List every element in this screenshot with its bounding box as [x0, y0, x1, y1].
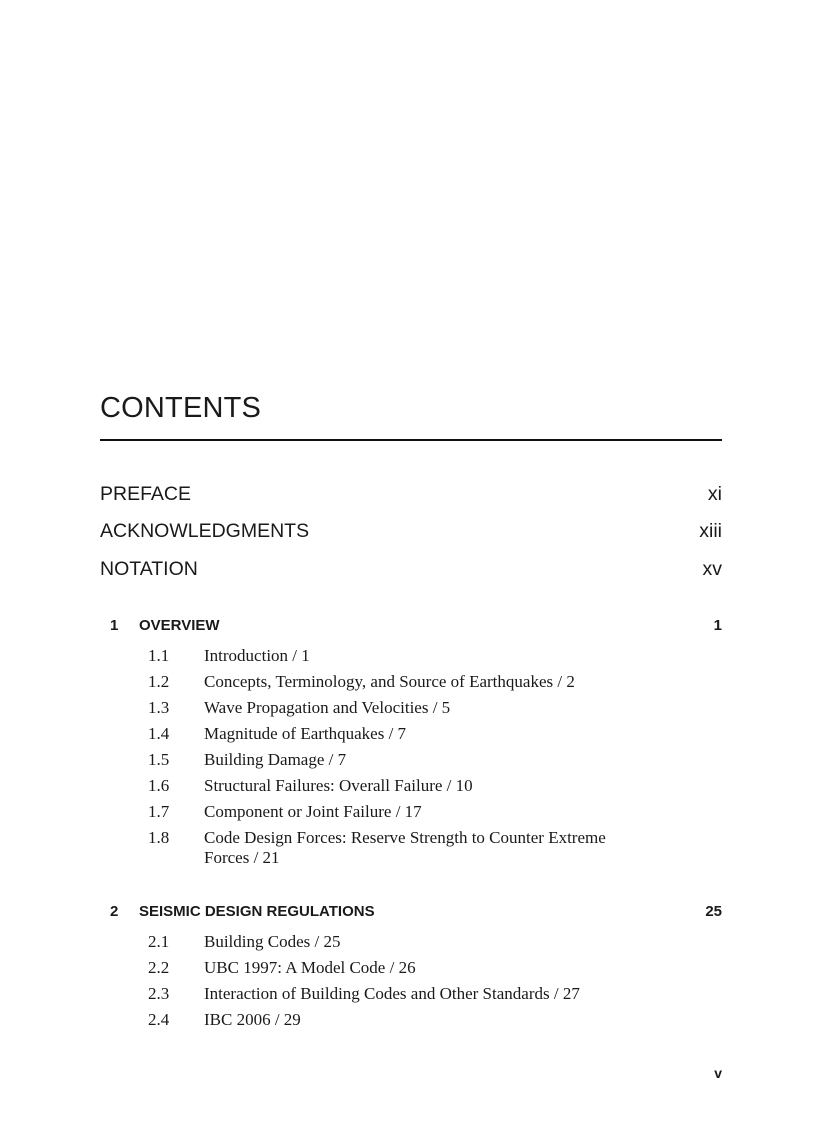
- chapter-number: 2: [110, 903, 119, 920]
- front-matter-label: ACKNOWLEDGMENTS: [100, 520, 310, 542]
- section-title: IBC 2006 / 29: [204, 1010, 301, 1029]
- section-number: 2.2: [148, 958, 170, 977]
- front-matter-acknowledgments[interactable]: [100, 520, 722, 544]
- section-number: 1.8: [148, 828, 170, 847]
- section-title: Building Damage / 7: [204, 750, 347, 769]
- section-entry[interactable]: [148, 828, 708, 868]
- section-entry[interactable]: [148, 698, 708, 718]
- front-matter-label: PREFACE: [100, 483, 192, 505]
- section-title: UBC 1997: A Model Code / 26: [204, 958, 416, 977]
- front-matter-page: xiii: [699, 520, 722, 542]
- section-entry[interactable]: [148, 958, 708, 978]
- front-matter-page: xi: [707, 483, 722, 505]
- section-title: Introduction / 1: [204, 646, 310, 665]
- section-entry[interactable]: [148, 932, 708, 952]
- section-number: 2.3: [148, 984, 170, 1003]
- section-number: 1.2: [148, 672, 170, 691]
- front-matter-preface[interactable]: [100, 483, 722, 507]
- chapter-page: 25: [705, 903, 722, 920]
- section-entry[interactable]: [148, 802, 708, 822]
- section-title: Building Codes / 25: [204, 932, 341, 951]
- section-entry[interactable]: [148, 984, 708, 1004]
- front-matter-label: NOTATION: [100, 558, 198, 580]
- section-entry[interactable]: [148, 776, 708, 796]
- section-title: Structural Failures: Overall Failure / 10: [204, 776, 473, 795]
- section-title: Interaction of Building Codes and Other Standards / 27: [204, 984, 580, 1003]
- section-number: 2.4: [148, 1010, 170, 1029]
- section-number: 1.7: [148, 802, 170, 821]
- section-entry[interactable]: [148, 724, 708, 744]
- section-entry[interactable]: [148, 1010, 708, 1030]
- front-matter-page: xv: [702, 558, 722, 580]
- chapter-heading-2[interactable]: [110, 903, 722, 923]
- section-title: Magnitude of Earthquakes / 7: [204, 724, 407, 743]
- chapter-page: 1: [713, 617, 722, 634]
- chapter-title: SEISMIC DESIGN REGULATIONS: [139, 903, 375, 920]
- chapter-title: OVERVIEW: [139, 617, 220, 634]
- title-rule: [100, 439, 722, 441]
- section-number: 1.1: [148, 646, 170, 665]
- chapter-number: 1: [110, 617, 119, 634]
- page-number: v: [714, 1065, 722, 1081]
- section-title: Wave Propagation and Velocities / 5: [204, 698, 451, 717]
- section-title: Concepts, Terminology, and Source of Earthquakes / 2: [204, 672, 575, 691]
- section-entry[interactable]: [148, 646, 708, 666]
- section-number: 2.1: [148, 932, 170, 951]
- front-matter-notation[interactable]: [100, 558, 722, 582]
- section-title: Component or Joint Failure / 17: [204, 802, 422, 821]
- section-entry[interactable]: [148, 750, 708, 770]
- section-number: 1.6: [148, 776, 170, 795]
- section-entry[interactable]: [148, 672, 708, 692]
- chapter-1-sections: [148, 646, 708, 874]
- chapter-heading-1[interactable]: [110, 617, 722, 637]
- chapter-2-sections: [148, 932, 708, 1036]
- section-title: Code Design Forces: Reserve Strength to Counter Extreme Forces / 21: [204, 828, 606, 867]
- section-number: 1.3: [148, 698, 170, 717]
- section-number: 1.4: [148, 724, 170, 743]
- section-number: 1.5: [148, 750, 170, 769]
- page-title: CONTENTS: [100, 392, 262, 424]
